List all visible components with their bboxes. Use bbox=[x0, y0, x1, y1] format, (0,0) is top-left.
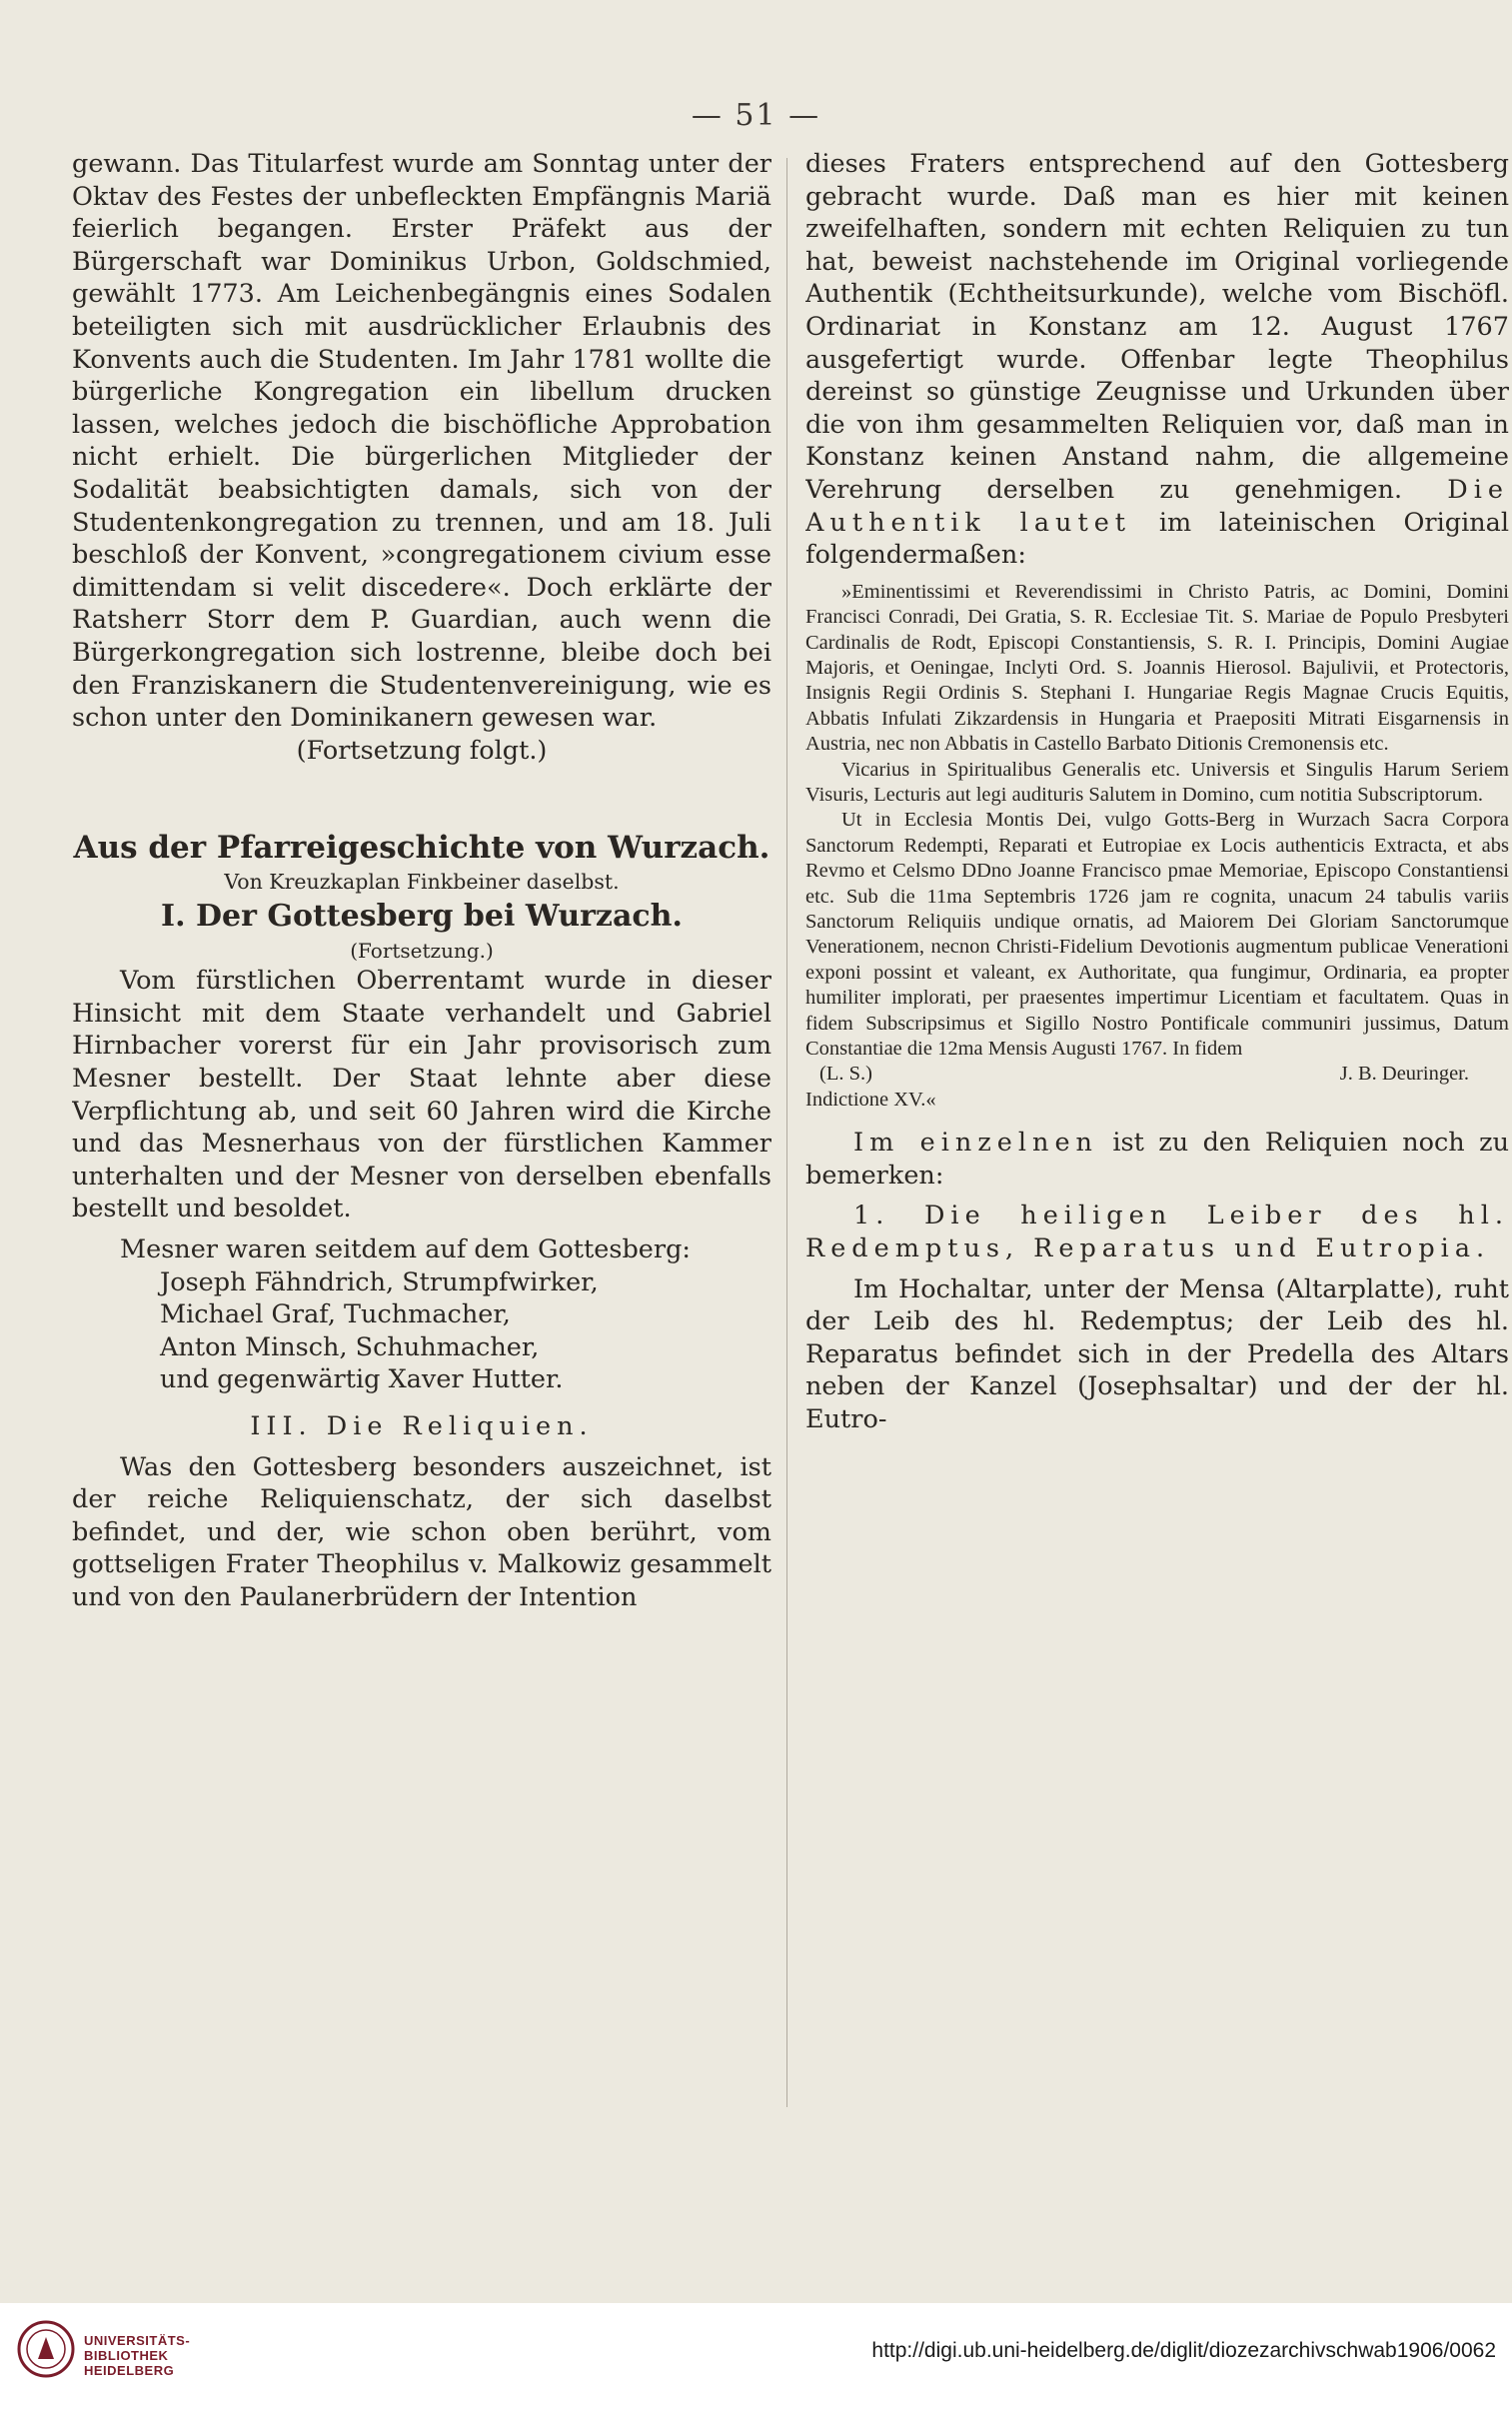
paragraph: Im Hochaltar, unter der Mensa (Altarplatte), ruht der Leib des hl. Redemptus; der Leib des hl. Reparatus befindet sich in der Predella des Altars neben der Kanzel (Josephsaltar) und der der hl. Eutro- bbox=[805, 1273, 1509, 1434]
right-column bbox=[805, 148, 1509, 2117]
page-number: — 51 — bbox=[691, 98, 821, 133]
signer-name: J. B. Deuringer. bbox=[1339, 1063, 1469, 1086]
byline: Von Kreuzkaplan Finkbeiner daselbst. bbox=[224, 870, 620, 895]
footer-bar bbox=[0, 2303, 1512, 2418]
continued-note: (Fortsetzung.) bbox=[350, 939, 494, 964]
continuation-note: (Fortsetzung folgt.) bbox=[296, 735, 548, 766]
article-title: Aus der Pfarreigeschichte von Wurzach. bbox=[73, 830, 770, 867]
list-item: und gegenwärtig Xaver Hutter. bbox=[160, 1364, 564, 1395]
latin-paragraph: Ut in Ecclesia Montis Dei, vulgo Gotts-Berg in Wurzach Sacra Corpora Sanctorum Redempti, Reparati et Eutropiae ex Locis authenticis Extracta, et abs Revmo et Celsmo DDno Joanne Francisco pmae Memoriae, Episcopo Constantiensi etc. Sub die 11ma Septembris 1726 jam re cognita, unacum 24 tabulis variis Sanctorum Reliquiis undique ornatis, ad Maiorem Dei Gloriam Sanctorumque Venerationem, necnon Christi-Fidelium Devotionis augmentum publicae Venerationi exponi possint et valeant, ex Authoritate, qua fungimur, Ordinaria, ea propter humiliter implorati, per praesentes impertimur Licentiam et facultatem. Quas in fidem Subscripsimus et Sigillo Nostro Pontificale communiri jussimus, Datum Constantiae die 12ma Mensis Augusti 1767. In fidem bbox=[805, 809, 1509, 1061]
spaced-phrase: Die Authentik lautet bbox=[805, 474, 1509, 538]
latin-paragraph: Vicarius in Spiritualibus Generalis etc. Universis et Singulis Harum Seriem Visuris, Lecturis aut legi audituris Salutem in Domino, cum notitia Subscriptorum. bbox=[805, 758, 1509, 806]
left-column bbox=[72, 148, 771, 2117]
signature-row bbox=[805, 1062, 1509, 1087]
seal-mark: (L. S.) bbox=[819, 1063, 872, 1086]
spaced-phrase: Im einzelnen bbox=[853, 1128, 1098, 1159]
section-title: I. Der Gottesberg bei Wurzach. bbox=[161, 899, 683, 935]
paragraph: gewann. Das Titularfest wurde am Sonntag unter der Oktav des Festes der unbefleckten Empfängnis Mariä feierlich begangen. Erster Präfekt aus der Bürgerschaft war Dominikus Urbon, Goldschmied, gewählt 1773. Am Leichenbegängnis eines Sodalen beteiligten sich mit ausdrücklicher Erlaubnis des Konvents auch die Studenten. Im Jahr 1781 wollte die bürgerliche Kongregation ein libellum drucken lassen, welches jedoch die bischöfliche Approbation nicht erhielt. Die bürgerlichen Mitglieder der Sodalität beabsichtigten damals, sich von der Studentenkongregation zu trennen, und am 18. Juli beschloß der Konvent, »congregationem civium esse dimittendam si velit discedere«. Doch erklärte der Ratsherr Storr dem P. Guardian, auch wenn die Bürgerkongregation sich lostrenne, bleibe doch bei den Franziskanern die Studentenvereinigung, wie es schon unter den Dominikanern gewesen war. bbox=[72, 149, 771, 734]
paragraph bbox=[805, 148, 1509, 572]
paragraph-text: ist zu den Reliquien noch zu bemerken: bbox=[805, 1128, 1509, 1191]
source-url-link[interactable]: http://digi.ub.uni-heidelberg.de/diglit/diozezarchivschwab1906/0062 bbox=[871, 2339, 1496, 2362]
latin-document bbox=[805, 580, 1509, 1114]
paragraph: Was den Gottesberg besonders auszeichnet, ist der reiche Reliquienschatz, der sich daselbst befindet, und der, wie schon oben berührt, vom gottseligen Frater Theophilus v. Malkowiz gesammelt und von den Paulanerbrüdern der Intention bbox=[72, 1451, 771, 1612]
paragraph bbox=[805, 1127, 1509, 1192]
list-item: Anton Minsch, Schuhmacher, bbox=[160, 1331, 540, 1362]
numbered-heading: 1. Die heiligen Leiber des hl. Redemptus, Reparatus und Eutropia. bbox=[805, 1201, 1509, 1264]
library-name-line: UNIVERSITÄTS- bbox=[84, 2333, 191, 2348]
list-item: Joseph Fähndrich, Strumpfwirker, bbox=[160, 1266, 599, 1297]
section-title: III. Die Reliquien. bbox=[250, 1411, 594, 1441]
paragraph: Vom fürstlichen Oberrentamt wurde in dieser Hinsicht mit dem Staate verhandelt und Gabriel Hirnbacher vorerst für ein Jahr provisorisch zum Mesner bestellt. Der Staat lehnte aber diese Verpflichtung ab, und seit 60 Jahren wird die Kirche und das Mesnerhaus von der fürstlichen Kammer unterhalten und der Mesner von derselben ebenfalls bestellt und besoldet. bbox=[72, 966, 771, 1224]
library-name bbox=[84, 2333, 190, 2378]
university-seal-icon bbox=[16, 2319, 76, 2379]
paragraph-text: dieses Fraters entsprechend auf den Gottesberg gebracht wurde. Daß man es hier mit keinen zweifelhaften, sondern mit echten Reliquien zu tun hat, beweist nachstehende im Original vorliegende Authentik (Echtheitsurkunde), welche vom Bischöfl. Ordinariat in Konstanz am 12. August 1767 ausgefertigt wurde. Offenbar legte Theophilus dereinst so günstige Zeugnisse und Urkunden über die von ihm gesammelten Reliquien vor, daß man in Konstanz keinen Anstand nahm, die allgemeine Verehrung derselben zu genehmigen. bbox=[805, 149, 1509, 505]
sexton-list bbox=[72, 1266, 771, 1396]
library-name-line: HEIDELBERG bbox=[84, 2363, 175, 2378]
latin-paragraph: »Eminentissimi et Reverendissimi in Christo Patris, ac Domini, Domini Francisci Conradi, Dei Gratia, S. R. Ecclesiae Tit. S. Mariae de Populo Presbyteri Cardinalis de Rodt, Episcopi Constantiensis, S. R. I. Principis, Domini Augiae Majoris, et Oeningae, Inclyti Ord. S. Joannis Hierosol. Bajulivii, et Protectoris, Insignis Regii Ordinis S. Stephani I. Hungariae Regis Magnae Crucis Equitis, Abbatis Infulati Zikzardensis in Hungaria et Praepositi Mitrati Eisgarnensis in Austria, nec non Abbatis in Castello Barbato Ditionis Cremonensis etc. bbox=[805, 580, 1509, 756]
paragraph-text: im lateinischen Original folgendermaßen: bbox=[805, 507, 1509, 571]
paragraph: Mesner waren seitdem auf dem Gottesberg: bbox=[120, 1234, 691, 1265]
indiction: Indictione XV.« bbox=[805, 1088, 936, 1111]
library-name-line: BIBLIOTHEK bbox=[84, 2348, 169, 2363]
column-divider bbox=[786, 158, 787, 2107]
list-item: Michael Graf, Tuchmacher, bbox=[160, 1299, 511, 1330]
